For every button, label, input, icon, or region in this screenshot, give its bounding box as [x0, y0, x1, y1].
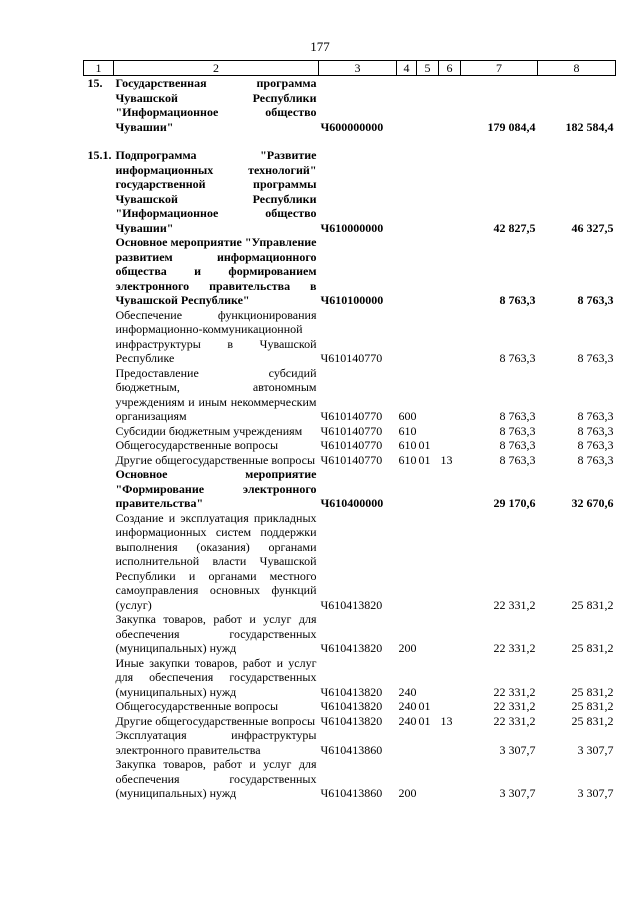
- amount-year-2: 8 763,3: [577, 293, 614, 307]
- table-row: [84, 612, 616, 656]
- amount-year-2: 25 831,2: [571, 684, 614, 699]
- expense-type: 610: [398, 452, 417, 467]
- target-code: Ч610140770: [320, 351, 383, 365]
- section: [417, 656, 439, 700]
- subsection: [439, 424, 461, 439]
- amount-year-2: 8 763,3: [577, 409, 614, 423]
- row-number: [84, 308, 114, 366]
- amount-year-1: 8 763,3: [499, 438, 536, 452]
- section: [417, 366, 439, 424]
- section: 01: [418, 452, 431, 467]
- target-code: Ч610413860: [320, 742, 383, 757]
- amount-year-2: 32 670,6: [571, 496, 614, 510]
- header-cell: 2: [114, 61, 319, 76]
- row-name: Подпрограмма "Развитие информационных технологий" государственной программы Чувашской Республики "Информационное общество Чувашии": [115, 148, 317, 235]
- subsection: [439, 511, 461, 613]
- row-name: Закупка товаров, работ и услуг для обеспечения государственных (муниципальных) нужд: [115, 757, 317, 800]
- amount-year-2: 3 307,7: [577, 742, 614, 757]
- table-row: [84, 511, 616, 613]
- amount-year-1: 8 763,3: [499, 409, 536, 423]
- subsection: [439, 308, 461, 366]
- subsection: [439, 148, 461, 235]
- row-number: [84, 511, 114, 613]
- section: [417, 612, 439, 656]
- amount-year-2: 8 763,3: [577, 351, 614, 365]
- table-row: [84, 235, 616, 308]
- expense-type: [397, 148, 417, 235]
- header-cell: 7: [461, 61, 538, 76]
- expense-type: 200: [398, 786, 417, 800]
- row-name: Предоставление субсидий бюджетным, автономным учреждениям и иным некоммерческим организациям: [115, 365, 317, 423]
- amount-year-2: 25 831,2: [571, 713, 614, 728]
- amount-year-2: 25 831,2: [571, 699, 614, 713]
- target-code: Ч610413820: [320, 713, 383, 728]
- row-name: Обеспечение функционирования информационно-коммуникационной инфраструктуры в Чувашской Республике: [115, 307, 317, 365]
- table-body: [84, 76, 616, 801]
- target-code: Ч610413860: [320, 786, 383, 800]
- amount-year-1: 8 763,3: [499, 351, 536, 365]
- section: 01: [418, 699, 431, 713]
- amount-year-1: 22 331,2: [493, 699, 536, 713]
- amount-year-1: 22 331,2: [493, 713, 536, 728]
- row-number: [84, 757, 114, 801]
- target-code: Ч610400000: [320, 496, 384, 510]
- subsection: [439, 656, 461, 700]
- amount-year-2: 8 763,3: [577, 423, 614, 438]
- row-name: Государственная программа Чувашской Республики "Информационное общество Чувашии": [115, 76, 317, 134]
- subsection: [439, 612, 461, 656]
- subsection: [439, 757, 461, 801]
- expense-type: 240: [398, 713, 417, 728]
- expense-type: 600: [398, 409, 417, 423]
- amount-year-2: 8 763,3: [577, 438, 614, 452]
- subsection: [439, 438, 461, 453]
- target-code: Ч610413820: [320, 597, 383, 612]
- row-name: Общегосударственные вопросы: [115, 699, 279, 713]
- table-row: [84, 467, 616, 511]
- section: [417, 235, 439, 308]
- amount-year-2: 8 763,3: [577, 452, 614, 467]
- row-name: Эксплуатация инфраструктуры электронного правительства: [115, 728, 317, 757]
- amount-year-1: 8 763,3: [499, 452, 536, 467]
- column-number-header: [84, 61, 616, 76]
- amount-year-2: 3 307,7: [577, 786, 614, 800]
- expense-type: [397, 728, 417, 757]
- section: 01: [418, 438, 431, 452]
- header-cell: 3: [319, 61, 397, 76]
- section: [417, 467, 439, 511]
- amount-year-1: 22 331,2: [493, 641, 536, 655]
- amount-year-2: 46 327,5: [571, 220, 614, 235]
- subsection: 13: [440, 713, 453, 728]
- expense-type: [397, 235, 417, 308]
- amount-year-1: 29 170,6: [493, 496, 536, 510]
- target-code: Ч610140770: [320, 409, 383, 423]
- row-number: [84, 438, 114, 453]
- row-number: [84, 453, 114, 468]
- target-code: Ч610413820: [320, 684, 383, 699]
- table-row: [84, 728, 616, 757]
- row-number: [84, 467, 114, 511]
- table-row: [84, 714, 616, 729]
- section: [417, 424, 439, 439]
- table-row: [84, 453, 616, 468]
- header-cell: 8: [538, 61, 616, 76]
- budget-table: [83, 60, 616, 801]
- expense-type: 610: [398, 438, 417, 452]
- amount-year-1: 8 763,3: [499, 423, 536, 438]
- target-code: Ч610413820: [320, 699, 383, 713]
- subsection: [439, 467, 461, 511]
- table-row: [84, 757, 616, 801]
- row-number: [84, 728, 114, 757]
- amount-year-1: 3 307,7: [499, 786, 536, 800]
- amount-year-1: 3 307,7: [499, 742, 536, 757]
- row-number: 15.: [87, 76, 103, 90]
- table-row: [84, 699, 616, 714]
- row-number: [84, 699, 114, 714]
- header-cell: 4: [397, 61, 417, 76]
- table-row: [84, 438, 616, 453]
- row-name: Создание и эксплуатация прикладных информационных систем поддержки выполнения (оказания) органами исполнительной власти Чувашской Республики и органами местного самоуправления основных функций (услуг): [115, 510, 317, 612]
- table-row: [84, 424, 616, 439]
- table-row: [84, 366, 616, 424]
- amount-year-1: 8 763,3: [499, 293, 536, 307]
- expense-type: 610: [398, 423, 417, 438]
- table-row: [84, 656, 616, 700]
- expense-type: [397, 308, 417, 366]
- target-code: Ч610000000: [320, 220, 384, 235]
- table-row: [84, 148, 616, 235]
- target-code: Ч610140770: [320, 452, 383, 467]
- amount-year-1: 42 827,5: [493, 220, 536, 235]
- section: [417, 148, 439, 235]
- amount-year-1: 179 084,4: [487, 119, 536, 134]
- amount-year-2: 25 831,2: [571, 641, 614, 655]
- target-code: Ч610100000: [320, 293, 384, 307]
- row-number: [84, 424, 114, 439]
- subsection: [439, 728, 461, 757]
- section: [417, 511, 439, 613]
- target-code: Ч610140770: [320, 423, 383, 438]
- section: [417, 728, 439, 757]
- expense-type: [397, 511, 417, 613]
- row-name: Другие общегосударственные вопросы: [115, 713, 316, 728]
- header-cell: 1: [84, 61, 114, 76]
- subsection: [439, 366, 461, 424]
- row-number: [84, 366, 114, 424]
- row-number: [84, 656, 114, 700]
- expense-type: 200: [398, 641, 417, 655]
- subsection: [439, 235, 461, 308]
- target-code: Ч610140770: [320, 438, 383, 452]
- target-code: Ч600000000: [320, 119, 384, 134]
- row-number: [84, 612, 114, 656]
- subsection: 13: [440, 452, 453, 467]
- row-name: Субсидии бюджетным учреждениям: [115, 423, 303, 438]
- section: [417, 76, 439, 135]
- row-name: Общегосударственные вопросы: [115, 438, 279, 452]
- amount-year-2: 25 831,2: [571, 597, 614, 612]
- target-code: Ч610413820: [320, 641, 383, 655]
- expense-type: 240: [398, 684, 417, 699]
- row-number: [84, 714, 114, 729]
- section: [417, 757, 439, 801]
- spacer-row: [84, 134, 616, 148]
- section: [417, 308, 439, 366]
- row-name: Основное мероприятие "Формирование электронного правительства": [115, 467, 317, 510]
- expense-type: [397, 76, 417, 135]
- row-name: Закупка товаров, работ и услуг для обеспечения государственных (муниципальных) нужд: [115, 612, 317, 655]
- amount-year-2: 182 584,4: [565, 119, 614, 134]
- header-cell: 5: [417, 61, 439, 76]
- row-number: 15.1.: [87, 148, 112, 162]
- page-number: 177: [310, 39, 330, 54]
- row-number: [84, 235, 114, 308]
- table-row: [84, 308, 616, 366]
- subsection: [439, 76, 461, 135]
- row-name: Иные закупки товаров, работ и услуг для обеспечения государственных (муниципальных) нужд: [115, 655, 317, 699]
- header-cell: 6: [439, 61, 461, 76]
- section: 01: [418, 713, 431, 728]
- amount-year-1: 22 331,2: [493, 597, 536, 612]
- subsection: [439, 699, 461, 714]
- row-name: Другие общегосударственные вопросы: [115, 452, 316, 467]
- amount-year-1: 22 331,2: [493, 684, 536, 699]
- table-row: [84, 76, 616, 135]
- expense-type: [397, 467, 417, 511]
- expense-type: 240: [398, 699, 417, 713]
- row-name: Основное мероприятие "Управление развитием информационного общества и формированием электронного правительства в Чувашской Республике": [115, 235, 317, 307]
